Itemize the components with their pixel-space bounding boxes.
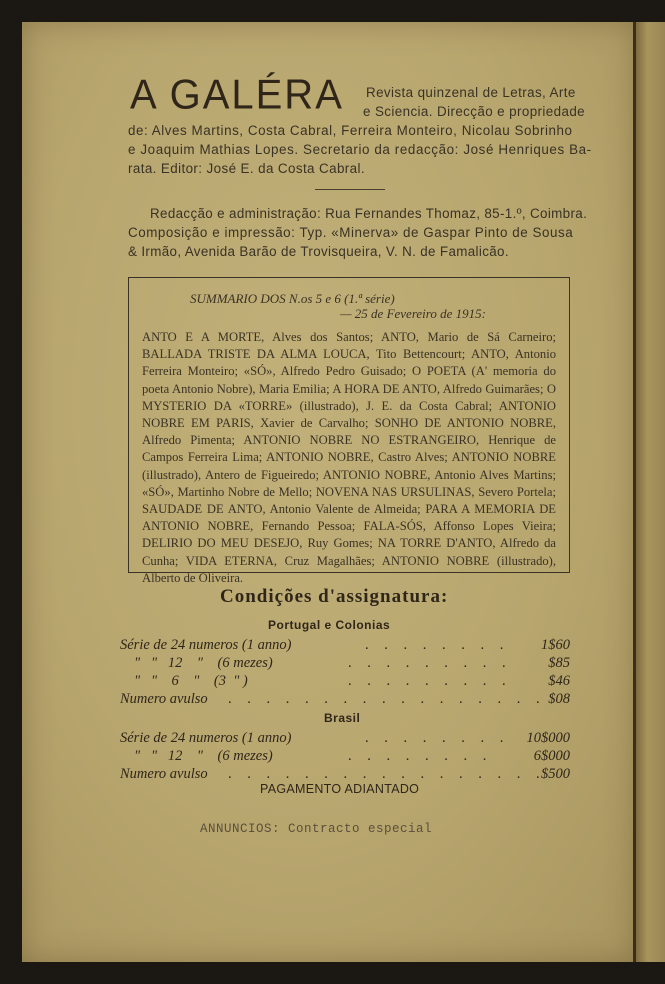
price-label: Série de 24 numeros (1 anno) [120, 637, 292, 653]
summary-date: — 25 de Fevereiro de 1915: [340, 306, 486, 321]
header-line-5: rata. Editor: José E. da Costa Cabral. [128, 161, 365, 176]
address-line-3: & Irmão, Avenida Barão de Trovisqueira, V. N. de Famalicão. [128, 244, 509, 259]
price-value: 1$60 [541, 637, 570, 653]
price-value: $85 [548, 655, 570, 671]
price-label: Numero avulso [120, 691, 208, 707]
header-line-3: de: Alves Martins, Costa Cabral, Ferreira Monteiro, Nicolau Sobrinho [128, 123, 573, 138]
price-value: 6$000 [533, 748, 570, 764]
price-label: " " 6 " (3 " ) [134, 673, 248, 689]
summary-contents: ANTO E A MORTE, Alves dos Santos; ANTO, Mario de Sá Carneiro; BALLADA TRISTE DA ALMA LOUCA, Tito Bettencourt; ANTO, Antonio Ferreira Monteiro; «SÓ», Alfredo Pedro Guisado; O POETA (A' memoria do poeta Antonio Nobre), Maria Emilia; A HORA DE ANTO, Alfredo Guimarães; O MYSTERIO DA «TORRE» (illustrado), J. E. da Costa Cabral; ANTONIO NOBRE EM PARIS, Xavier de Carvalho; SONHO DE ANTONIO NOBRE, Alfredo Pimenta; ANTONIO NOBRE NO ESTRANGEIRO, Henrique de Campos Ferreira Lima; ANTONIO NOBRE, Castro Alves; ANTONIO NOBRE (illustrado), Antero de Figueiredo; ANTONIO NOBRE, Antonio Alves Martins; «SÓ», Martinho Nobre de Mello; NOVENA NAS URSULINAS, Severo Portela; SAUDADE DE ANTO, Antonio Valente de Almeida; PARA A MEMORIA DE ANTONIO NOBRE, Fernando Pessoa; FALA-SÓS, Affonso Lopes Vieira; DELIRIO DO MEU DESEJO, Ruy Gomes; NA TORRE D'ANTO, Alfredo da Cunha; VIDA ETERNA, Cruz Magalhães; ANTONIO NOBRE (illustrado), Alberto de Oliveira. [142, 330, 556, 585]
leader-dots: . . . . . . . . . . . . . . . . . [228, 691, 546, 707]
header-line-1: Revista quinzenal de Letras, Arte [366, 85, 576, 100]
advertising-notice: ANNUNCIOS: Contracto especial [200, 822, 433, 836]
next-page-edge [636, 22, 665, 962]
price-value: 10$000 [526, 730, 570, 746]
price-value: $46 [548, 673, 570, 689]
leader-dots: . . . . . . . . [365, 730, 510, 746]
summary-title: SUMMARIO DOS N.os 5 e 6 (1.ª série) [190, 291, 395, 306]
leader-dots: . . . . . . . . . [348, 673, 512, 689]
address-line-1: Redacção e administração: Rua Fernandes Thomaz, 85-1.º, Coimbra. [150, 206, 588, 221]
leader-dots: . . . . . . . . . . . . . . . . . [228, 766, 546, 782]
price-label: Série de 24 numeros (1 anno) [120, 730, 292, 746]
price-value: $08 [548, 691, 570, 707]
price-label: " " 12 " (6 mezes) [134, 748, 273, 764]
price-value: $500 [541, 766, 570, 782]
leader-dots: . . . . . . . . . [348, 655, 512, 671]
magazine-title: A GALÉRA [130, 71, 344, 119]
payment-notice: PAGAMENTO ADIANTADO [260, 782, 420, 796]
price-label: " " 12 " (6 mezes) [134, 655, 273, 671]
subscriptions-title: Condições d'assignatura: [220, 586, 449, 607]
price-label: Numero avulso [120, 766, 208, 782]
divider [315, 189, 385, 190]
brasil-heading: Brasil [324, 711, 361, 725]
leader-dots: . . . . . . . . [365, 637, 510, 653]
address-line-2: Composição e impressão: Typ. «Minerva» de Gaspar Pinto de Sousa [128, 225, 574, 240]
leader-dots: . . . . . . . . [348, 748, 493, 764]
header-line-4: e Joaquim Mathias Lopes. Secretario da redacção: José Henriques Ba- [128, 142, 592, 157]
header-line-2: e Sciencia. Direcção e propriedade [363, 104, 586, 119]
portugal-heading: Portugal e Colonias [268, 618, 391, 632]
